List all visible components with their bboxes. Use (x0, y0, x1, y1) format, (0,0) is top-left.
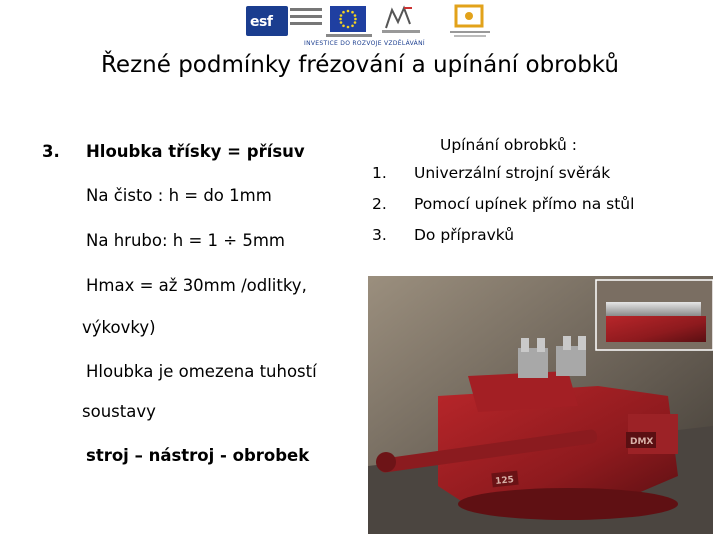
list-item-number: 1. (372, 164, 387, 182)
depth-limit-continued: soustavy (82, 402, 156, 421)
eu-logo-subtext (326, 34, 372, 37)
max-depth: Hmax = až 30mm /odlitky, (86, 276, 307, 295)
vise-brand-mark: DMX (630, 437, 654, 447)
logo-strip (246, 4, 486, 46)
depth-limit: Hloubka je omezena tuhostí (86, 362, 317, 381)
max-depth-continued: výkovky) (82, 318, 156, 337)
esf-mark (246, 6, 288, 36)
op-logo (450, 4, 490, 38)
finishing-depth: Na čisto : h = do 1mm (86, 186, 272, 205)
msmt-logo (382, 4, 420, 34)
motto-text: INVESTICE DO ROZVOJE VZDĚLÁVÁNÍ (304, 40, 425, 47)
slide-title: Řezné podmínky frézování a upínání obrobků (100, 52, 619, 78)
list-item-number: 2. (372, 195, 387, 213)
list-item-text: Pomocí upínek přímo na stůl (414, 195, 635, 213)
point-number: 3. (42, 142, 60, 161)
list-item-text: Univerzální strojní svěrák (414, 164, 611, 182)
system-chain: stroj – nástroj - obrobek (86, 446, 310, 465)
vise-size-mark: 125 (494, 475, 515, 488)
list-item-number: 3. (372, 226, 387, 244)
eu-flag-logo (330, 6, 366, 32)
esf-logo-subtext (290, 8, 322, 34)
depth-heading: Hloubka třísky = přísuv (86, 142, 305, 161)
esf-logo (246, 4, 320, 38)
esf-logo-text: esf (250, 14, 273, 30)
roughing-depth: Na hrubo: h = 1 ÷ 5mm (86, 231, 285, 250)
clamping-heading: Upínání obrobků : (440, 136, 578, 154)
list-item-text: Do přípravků (414, 226, 515, 244)
bench-vise-photo (368, 276, 713, 534)
